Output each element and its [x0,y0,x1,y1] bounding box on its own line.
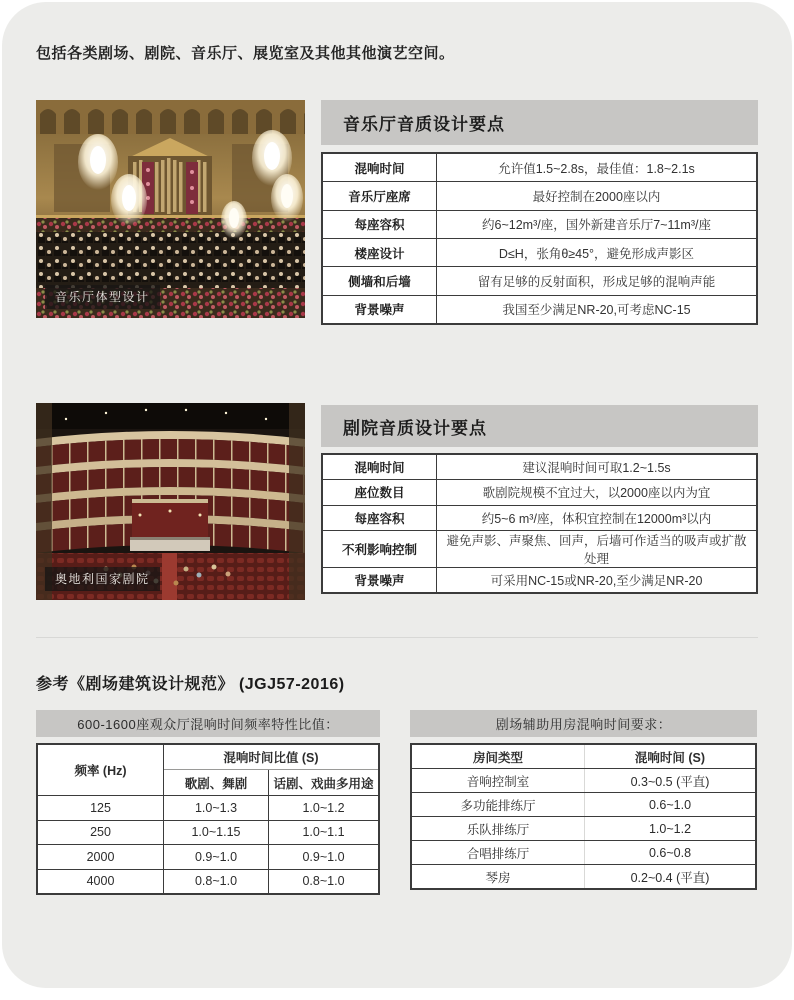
intro-text: 包括各类剧场、剧院、音乐厅、展览室及其他其他演艺空间。 [36,45,455,62]
row-label: 座位数目 [323,480,437,504]
row-label: 不利影响控制 [323,531,437,567]
cell: 乐队排练厅 [412,817,585,840]
opera-house-photo [36,403,305,600]
table-row [323,181,756,209]
cell: 4000 [38,870,164,894]
cell: 0.9~1.0 [164,845,269,869]
row-label: 每座容积 [323,211,437,238]
cell: 1.0~1.15 [164,821,269,845]
table-row [38,795,378,820]
row-label: 楼座设计 [323,239,437,266]
row-value: 建议混响时间可取1.2~1.5s [522,461,671,476]
table-row [323,266,756,294]
table-row [323,210,756,238]
theatre-spec-table [321,453,758,594]
row-label: 背景噪声 [323,568,437,592]
cell: 125 [38,796,164,820]
cell: 0.9~1.0 [302,849,345,864]
cell: 2000 [38,845,164,869]
table-row [412,792,755,816]
concert-photo-caption: 音乐厅体型设计 [45,285,160,309]
row-label: 混响时间 [323,154,437,181]
cell: 1.0~1.2 [302,800,345,815]
cell: 0.6~1.0 [648,797,692,812]
room-table-header [412,745,755,768]
cell: 合唱排练厅 [412,841,585,864]
table-row [323,567,756,592]
cell: 0.8~1.0 [302,874,345,889]
table-row [38,869,378,894]
row-value: 允许值1.5~2.8s，最佳值：1.8~2.1s [498,161,695,176]
freq-header-cell: 频率 (Hz) [38,745,164,795]
room-table-caption: 剧场辅助用房混响时间要求： [495,717,672,732]
cell: 1.0~1.1 [302,825,345,840]
cell: 琴房 [412,865,585,888]
row-value: 约6~12m³/座，国外新建音乐厅7~11m³/座 [482,218,711,233]
cell: 250 [38,821,164,845]
row-label: 背景噪声 [323,296,437,323]
row-value: 留有足够的反射面积，形成足够的混响声能 [477,274,716,289]
group-header-cell: 混响时间比值 (S) [164,745,378,770]
subheader-cell: 话剧、戏曲多用途 [273,776,374,791]
row-label: 音乐厅座席 [323,182,437,209]
table-row [323,238,756,266]
table-row [323,154,756,181]
reference-title: 参考《剧场建筑设计规范》 (JGJ57-2016) [36,676,345,693]
row-value: 我国至少满足NR-20,可考虑NC-15 [502,303,691,318]
section-divider [36,637,758,638]
table-row [323,479,756,504]
cell: 0.6~0.8 [648,845,692,860]
subheader-cell: 歌剧、舞剧 [164,770,269,795]
cell: 音响控制室 [412,769,585,792]
table-row [412,816,755,840]
row-label: 每座容积 [323,506,437,530]
table-row [38,844,378,869]
freq-table-header [38,745,378,795]
cell: 多功能排练厅 [412,793,585,816]
row-value: 可采用NC-15或NR-20,至少满足NR-20 [490,573,703,588]
freq-table-caption-bar [36,710,380,737]
row-value: 避免声影、声聚焦、回声，后墙可作适当的吸声或扩散处理 [446,533,747,566]
frequency-ratio-table [36,743,380,895]
cell: 0.3~0.5 (平直) [630,774,710,789]
table-row [412,840,755,864]
cell: 1.0~1.3 [164,796,269,820]
row-value: 约5~6 m³/座，体积宜控制在12000m³以内 [481,511,712,526]
cell: 0.8~1.0 [164,870,269,894]
opera-photo-caption: 奥地利国家剧院 [45,567,160,591]
auxiliary-room-table [410,743,757,890]
concert-section-title-bar [321,100,758,145]
table-row [412,768,755,792]
theatre-section-title-bar [321,405,758,447]
concert-section-title: 音乐厅音质设计要点 [343,115,505,134]
freq-table-caption: 600-1600座观众厅混响时间频率特性比值： [77,717,339,732]
concert-spec-table [321,152,758,325]
table-row [412,864,755,888]
cell: 1.0~1.2 [648,821,692,836]
row-value: 最好控制在2000座以内 [532,189,661,204]
room-table-caption-bar [410,710,757,737]
row-label: 混响时间 [323,455,437,479]
table-row [323,295,756,323]
table-row [323,530,756,567]
theatre-section-title: 剧院音质设计要点 [343,418,487,438]
concert-hall-photo [36,100,305,318]
table-row [323,505,756,530]
header-cell: 房间类型 [412,745,585,768]
table-row [38,820,378,845]
header-cell: 混响时间 (S) [634,750,706,765]
row-label: 侧墙和后墙 [323,267,437,294]
cell: 0.2~0.4 (平直) [630,870,710,885]
table-row [323,455,756,479]
row-value: 歌剧院规模不宜过大，以2000座以内为宜 [482,486,711,501]
row-value: D≤H，张角θ≥45°，避免形成声影区 [498,246,695,261]
